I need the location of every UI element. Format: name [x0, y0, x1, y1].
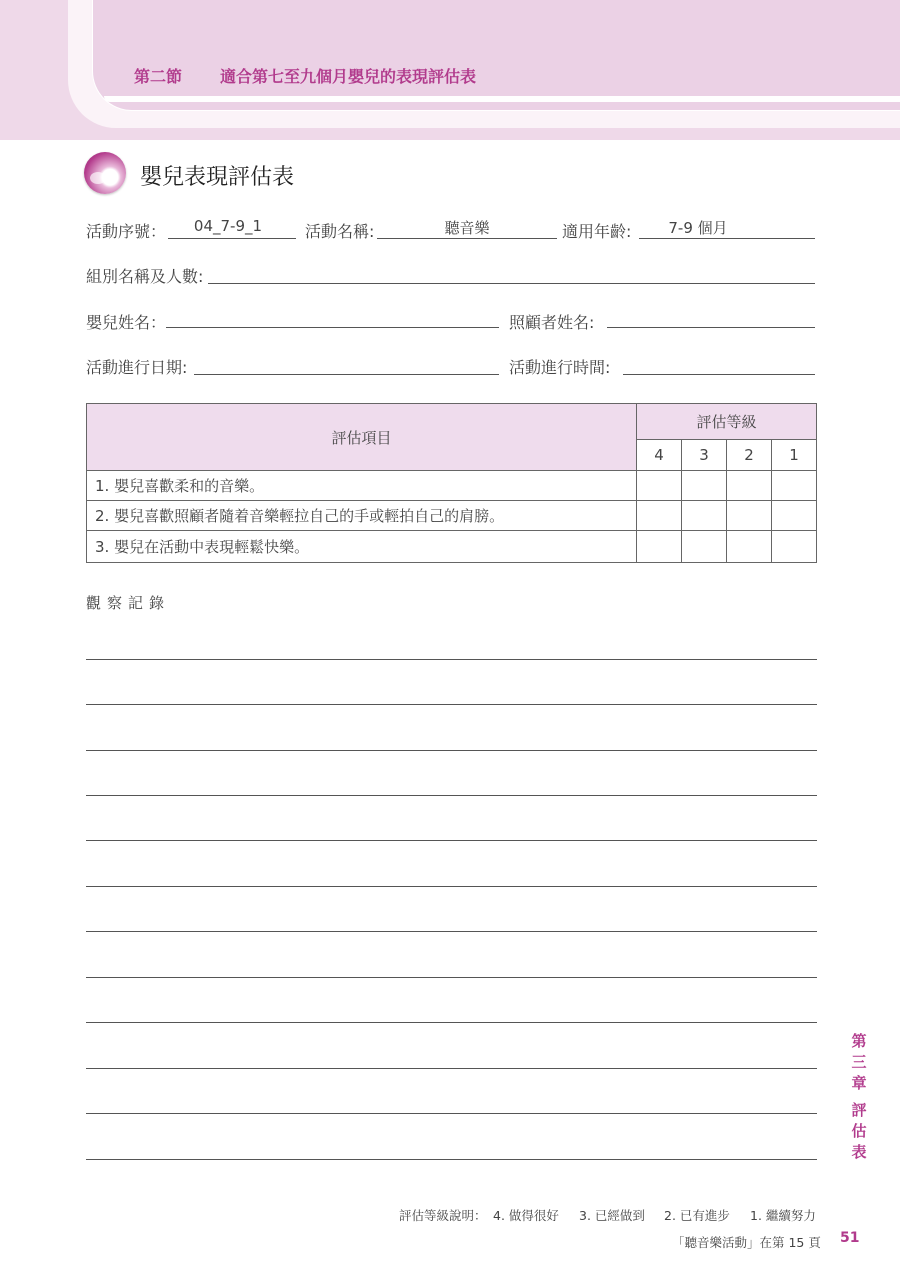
- observation-line[interactable]: [86, 931, 817, 932]
- section-number: 第二節: [134, 67, 183, 86]
- age-label: 適用年齡:: [562, 222, 632, 241]
- rating-cell[interactable]: [772, 501, 817, 531]
- grade-1-header: 1: [772, 440, 817, 471]
- grade-header: 評估等級: [637, 404, 817, 440]
- bubble-icon: [84, 152, 126, 194]
- age-line: [639, 238, 815, 239]
- observation-title: 觀察記錄: [86, 594, 171, 612]
- observation-line[interactable]: [86, 977, 817, 978]
- rating-cell[interactable]: [637, 471, 682, 501]
- carer-name-label: 照顧者姓名:: [509, 313, 595, 332]
- time-line[interactable]: [623, 374, 815, 375]
- observation-line[interactable]: [86, 886, 817, 887]
- observation-line[interactable]: [86, 840, 817, 841]
- observation-line[interactable]: [86, 1022, 817, 1023]
- activity-name-value[interactable]: 聽音樂: [444, 219, 490, 237]
- item-text: 2. 嬰兒喜歡照顧者隨着音樂輕拉自己的手或輕拍自己的肩膀。: [87, 501, 637, 531]
- activity-no-label: 活動序號：: [86, 222, 167, 241]
- observation-line[interactable]: [86, 659, 817, 660]
- chapter-name-tab: 評估表: [851, 1101, 867, 1161]
- chapter-tab: 第三章: [851, 1032, 867, 1092]
- rating-cell[interactable]: [727, 501, 772, 531]
- table-row: [87, 471, 817, 501]
- section-title: 適合第七至九個月嬰兒的表現評估表: [220, 67, 477, 86]
- page-reference: 「聽音樂活動」在第 15 頁: [672, 1235, 821, 1250]
- rating-cell[interactable]: [637, 531, 682, 563]
- activity-no-line: [168, 238, 296, 239]
- rating-cell[interactable]: [772, 531, 817, 563]
- rating-cell[interactable]: [772, 471, 817, 501]
- table-row: [87, 531, 817, 563]
- evaluation-table: [86, 403, 817, 563]
- page-title: 嬰兒表現評估表: [140, 165, 295, 190]
- item-text: 3. 嬰兒在活動中表現輕鬆快樂。: [87, 531, 637, 563]
- carer-name-line[interactable]: [607, 327, 815, 328]
- item-header: 評估項目: [87, 404, 637, 471]
- item-text: 1. 嬰兒喜歡柔和的音樂。: [87, 471, 637, 501]
- baby-name-label: 嬰兒姓名：: [86, 313, 167, 332]
- activity-no-value[interactable]: 04_7-9_1: [193, 217, 263, 235]
- rating-cell[interactable]: [637, 501, 682, 531]
- header-divider: [104, 96, 900, 102]
- header-tab: [92, 0, 900, 111]
- grade-3-header: 3: [682, 440, 727, 471]
- rating-cell[interactable]: [682, 531, 727, 563]
- baby-name-line[interactable]: [166, 327, 499, 328]
- legend-label: 評估等級說明：: [399, 1208, 487, 1223]
- rating-cell[interactable]: [682, 471, 727, 501]
- date-label: 活動進行日期:: [86, 358, 188, 377]
- grade-2-header: 2: [727, 440, 772, 471]
- rating-cell[interactable]: [682, 501, 727, 531]
- legend-item: 3. 已經做到: [579, 1208, 645, 1223]
- activity-name-line: [377, 238, 557, 239]
- page-number: 51: [840, 1230, 860, 1246]
- group-label: 組別名稱及人數:: [86, 267, 204, 286]
- grade-4-header: 4: [637, 440, 682, 471]
- observation-line[interactable]: [86, 704, 817, 705]
- date-line[interactable]: [194, 374, 499, 375]
- activity-name-label: 活動名稱:: [305, 222, 375, 241]
- observation-line[interactable]: [86, 750, 817, 751]
- time-label: 活動進行時間:: [509, 358, 611, 377]
- legend-item: 2. 已有進步: [664, 1208, 730, 1223]
- age-value[interactable]: 7-9 個月: [668, 219, 728, 237]
- group-line[interactable]: [208, 283, 815, 284]
- observation-line[interactable]: [86, 1113, 817, 1114]
- rating-cell[interactable]: [727, 471, 772, 501]
- legend-item: 4. 做得很好: [493, 1208, 559, 1223]
- table-row: [87, 501, 817, 531]
- observation-line[interactable]: [86, 1159, 817, 1160]
- observation-line[interactable]: [86, 795, 817, 796]
- legend-item: 1. 繼續努力: [750, 1208, 816, 1223]
- rating-cell[interactable]: [727, 531, 772, 563]
- observation-line[interactable]: [86, 1068, 817, 1069]
